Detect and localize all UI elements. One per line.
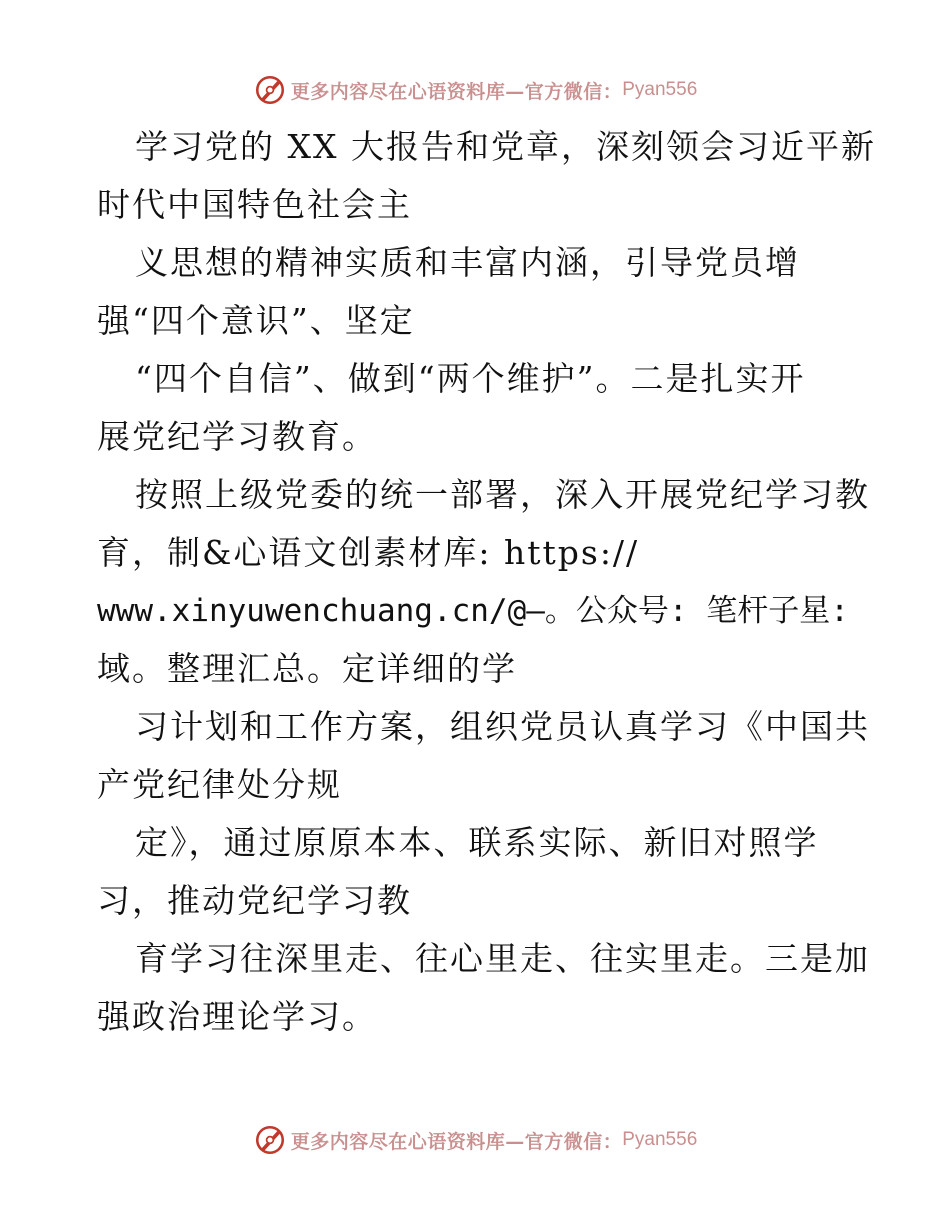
- footer-wechat-id: Pyan556: [622, 1129, 698, 1150]
- footer-banner: [0, 1120, 950, 1160]
- text-line: 育学习往深里走、往心里走、往实里走。三是加: [135, 939, 870, 978]
- text-line: 强“四个意识”、坚定: [97, 301, 415, 340]
- text-line: 义思想的精神实质和丰富内涵，引导党员增: [135, 243, 800, 282]
- header-wechat-id: Pyan556: [622, 79, 698, 100]
- logo-icon: [253, 1123, 287, 1157]
- header-banner: [0, 70, 950, 110]
- logo-icon: [253, 73, 287, 107]
- text-line: 定》，通过原原本本、联系实际、新旧对照学: [135, 823, 819, 862]
- header-banner-text: 更多内容尽在心语资料库—官方微信：: [290, 80, 623, 103]
- text-line: “四个自信”、做到“两个维护”。二是扎实开: [135, 359, 806, 398]
- text-line-url: www.xinyuwenchuang.cn/@—。公众号: 笔杆子星:: [97, 593, 849, 629]
- text-line: 按照上级党委的统一部署，深入开展党纪学习教: [135, 475, 870, 514]
- text-line: 时代中国特色社会主: [97, 185, 412, 224]
- text-line: 学习党的 XX 大报告和党章，深刻领会习近平新: [135, 127, 876, 166]
- text-line: 习，推动党纪学习教: [97, 881, 412, 920]
- text-line: 育，制&心语文创素材库: https://: [97, 533, 640, 572]
- document-body: [97, 118, 876, 1046]
- text-line: 产党纪律处分规: [97, 765, 342, 804]
- footer-banner-text: 更多内容尽在心语资料库—官方微信：: [290, 1130, 623, 1153]
- text-line: 习计划和工作方案，组织党员认真学习《中国共: [135, 707, 870, 746]
- text-line: 域。整理汇总。定详细的学: [97, 649, 517, 688]
- text-line: 强政治理论学习。: [97, 997, 377, 1036]
- text-line: 展党纪学习教育。: [97, 417, 377, 456]
